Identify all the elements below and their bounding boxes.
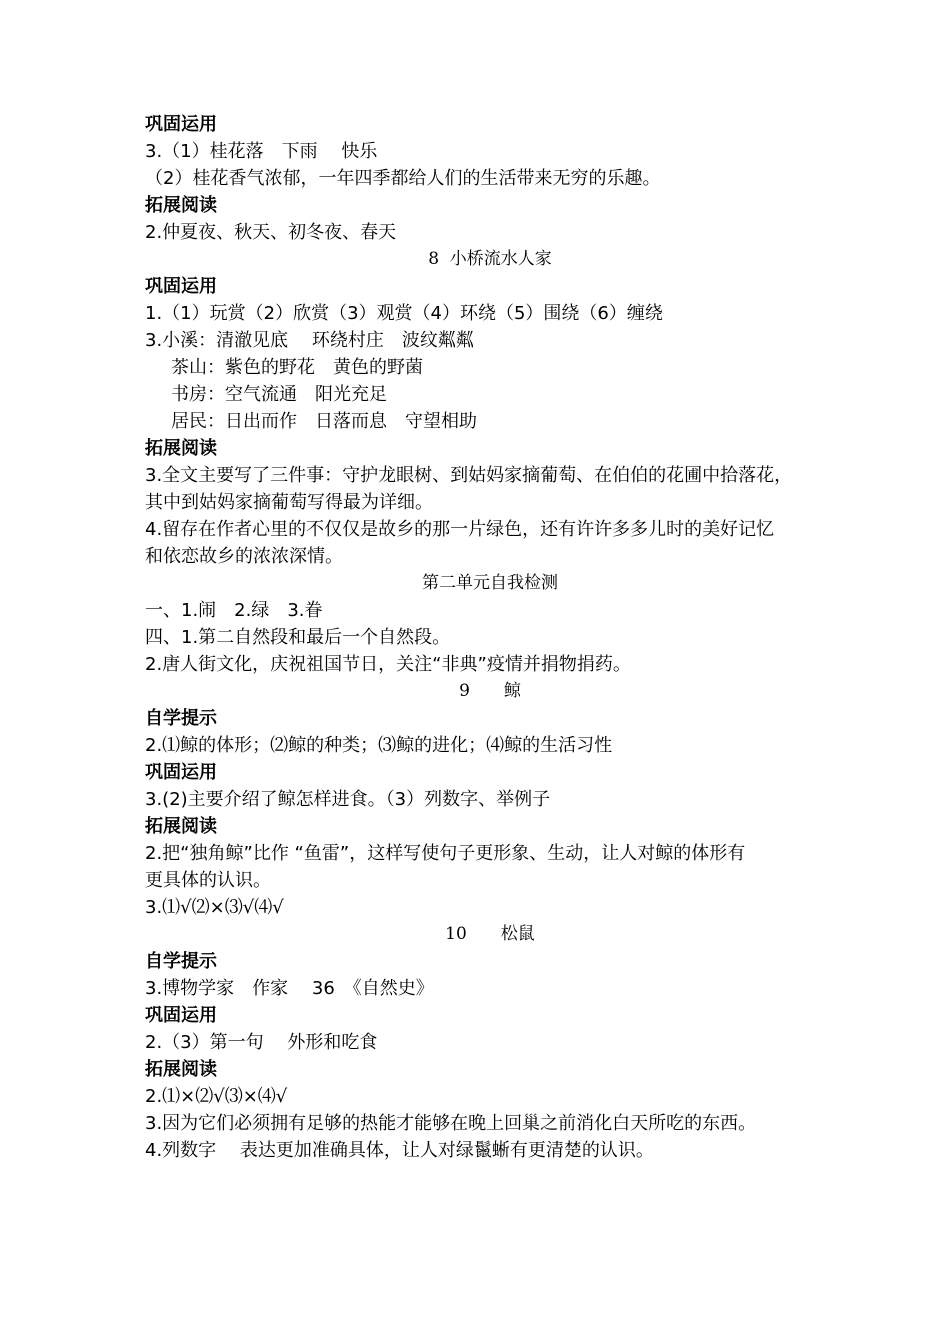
text-line: 4.留存在作者心里的不仅仅是故乡的那一片绿色，还有许许多多儿时的美好记忆 (145, 519, 775, 540)
lesson-title: 9 鲸 (459, 681, 521, 701)
text-line: 3.全文主要写了三件事：守护龙眼树、到姑妈家摘葡萄、在伯伯的花圃中拾落花， (145, 465, 793, 486)
text-line: 3.⑴√⑵×⑶√⑷√ (145, 897, 284, 918)
section-heading: 拓展阅读 (145, 438, 217, 459)
section-heading: 拓展阅读 (145, 195, 217, 216)
text-line: 3.（1）桂花落 下雨 快乐 (145, 141, 378, 162)
text-line: 其中到姑妈家摘葡萄写得最为详细。 (145, 492, 433, 513)
lesson-title: 第二单元自我检测 (422, 573, 558, 593)
text-line: 4.列数字 表达更加准确具体，让人对绿鬣蜥有更清楚的认识。 (145, 1140, 654, 1161)
text-line: 和依恋故乡的浓浓深情。 (145, 546, 343, 567)
section-heading: 自学提示 (145, 951, 217, 972)
text-line: 2.仲夏夜、秋天、初冬夜、春天 (145, 222, 397, 243)
section-heading: 巩固运用 (145, 762, 217, 783)
text-line: 3.博物学家 作家 36 《自然史》 (145, 978, 434, 999)
section-heading: 拓展阅读 (145, 816, 217, 837)
text-line: 2.⑴×⑵√⑶×⑷√ (145, 1086, 288, 1107)
text-line: 茶山：紫色的野花 黄色的野菌 (171, 357, 423, 378)
section-heading: 巩固运用 (145, 114, 217, 135)
text-line: 四、1.第二自然段和最后一个自然段。 (145, 627, 451, 648)
lesson-title: 8 小桥流水人家 (428, 249, 552, 269)
text-line: 居民：日出而作 日落而息 守望相助 (171, 411, 477, 432)
text-line: 2.（3）第一句 外形和吃食 (145, 1032, 378, 1053)
text-line: 3.小溪：清澈见底 环绕村庄 波纹粼粼 (145, 330, 474, 351)
section-heading: 拓展阅读 (145, 1059, 217, 1080)
lesson-title: 10 松鼠 (445, 924, 535, 944)
text-line: 一、1.闹 2.绿 3.眷 (145, 600, 323, 621)
text-line: 3.(2)主要介绍了鲸怎样进食。（3）列数字、举例子 (145, 789, 551, 810)
section-heading: 巩固运用 (145, 1005, 217, 1026)
text-line: 1.（1）玩赏（2）欣赏（3）观赏（4）环绕（5）围绕（6）缠绕 (145, 303, 663, 324)
section-heading: 自学提示 (145, 708, 217, 729)
section-heading: 巩固运用 (145, 276, 217, 297)
text-line: 2.唐人街文化，庆祝祖国节日，关注“非典”疫情并捐物捐药。 (145, 654, 631, 675)
text-line: （2）桂花香气浓郁，一年四季都给人们的生活带来无穷的乐趣。 (145, 168, 661, 189)
text-line: 更具体的认识。 (145, 870, 271, 891)
answer-document (145, 111, 835, 1164)
text-line: 书房：空气流通 阳光充足 (171, 384, 387, 405)
text-line: 3.因为它们必须拥有足够的热能才能够在晚上回巢之前消化白天所吃的东西。 (145, 1113, 757, 1134)
text-line: 2.把“独角鲸”比作 “鱼雷”，这样写使句子更形象、生动，让人对鲸的体形有 (145, 843, 746, 864)
text-line: 2.⑴鲸的体形；⑵鲸的种类；⑶鲸的进化；⑷鲸的生活习性 (145, 735, 613, 756)
